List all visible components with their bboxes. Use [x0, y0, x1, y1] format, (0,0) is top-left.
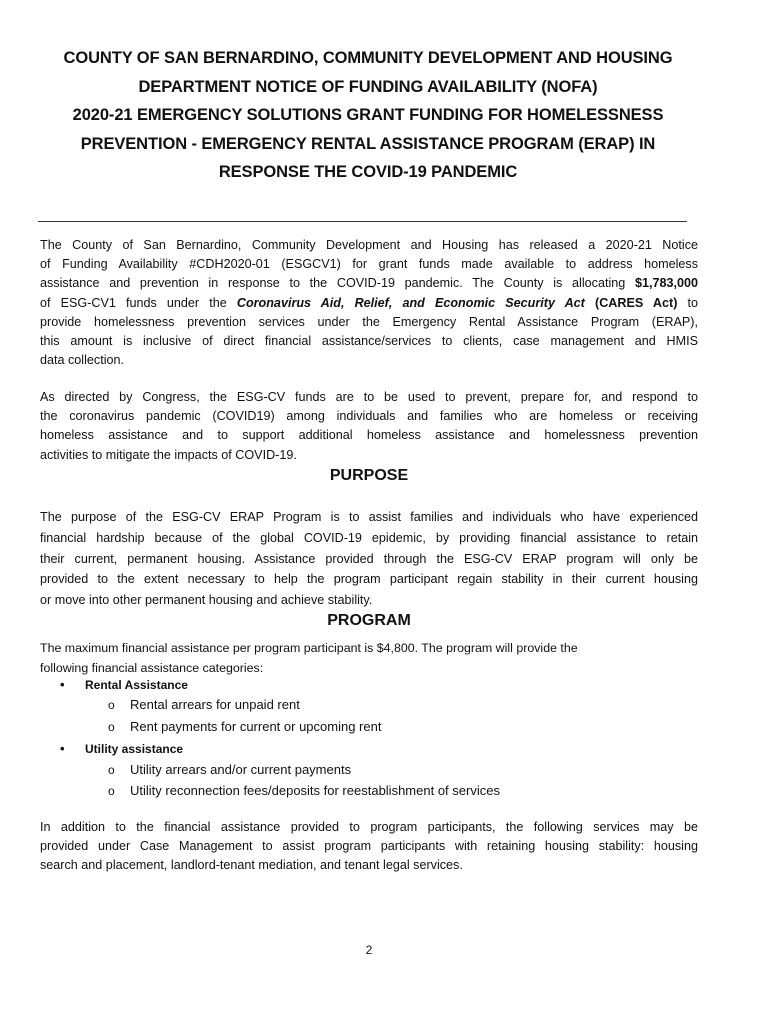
purpose-line: financial hardship because of the global COVID-19 epidemic, by providing financial assistance to retain	[40, 530, 698, 545]
purpose-heading: PURPOSE	[329, 467, 409, 484]
category-item	[108, 762, 351, 777]
purpose-line: or move into other permanent housing and achieve stability.	[40, 593, 373, 608]
congress-line: As directed by Congress, the ESG-CV funds are to be used to prevent, prepare for, and respond to	[40, 390, 698, 404]
sub-bullet-icon: o	[108, 698, 115, 712]
closing-line: search and placement, landlord-tenant mediation, and tenant legal services.	[40, 858, 463, 873]
intro-paragraph	[40, 236, 698, 370]
page-number: 2	[365, 943, 373, 957]
congress-line: the coronavirus pandemic (COVID19) among individuals and families who are homeless or receiving	[40, 409, 698, 424]
program-heading: PROGRAM	[327, 612, 411, 629]
category-item-text: Utility arrears and/or current payments	[130, 762, 352, 777]
intro-line-end: to	[687, 295, 699, 310]
program-line: The maximum financial assistance per program participant is $4,800. The program will provide the	[40, 641, 578, 655]
act-abbreviation: (CARES Act)	[595, 295, 678, 310]
sub-bullet-icon: o	[108, 784, 115, 798]
closing-paragraph	[40, 818, 698, 876]
intro-line: this amount is inclusive of direct financial assistance/services to clients, case management and HMIS	[40, 334, 698, 349]
category-label: Rental Assistance	[85, 678, 188, 692]
intro-line	[40, 294, 698, 313]
program-line: following financial assistance categories:	[40, 661, 264, 675]
act-name: Coronavirus Aid, Relief, and Economic Security Act	[236, 295, 585, 310]
intro-line-text: assistance and prevention in response to the COVID-19 pandemic. The County is allocating	[40, 276, 626, 291]
intro-line	[40, 274, 698, 293]
intro-line: of Funding Availability #CDH2020-01 (ESGCV1) for grant funds made available to address homeless	[40, 257, 698, 272]
bullet-icon: •	[60, 677, 65, 692]
category-label: Utility assistance	[85, 742, 184, 756]
intro-line: data collection.	[40, 353, 125, 368]
category-bullet	[60, 741, 183, 756]
congress-paragraph	[40, 388, 698, 465]
program-paragraph	[40, 638, 698, 678]
closing-line: In addition to the financial assistance provided to program participants, the following services may be	[40, 820, 698, 834]
category-item-text: Utility reconnection fees/deposits for reestablishment of services	[130, 783, 500, 798]
intro-line: provide homelessness prevention services under the Emergency Rental Assistance Program (ERAP),	[40, 314, 698, 329]
category-item	[108, 697, 300, 712]
bullet-icon: •	[60, 741, 65, 756]
purpose-paragraph	[40, 507, 698, 611]
sub-bullet-icon: o	[108, 720, 115, 734]
category-item	[108, 783, 500, 798]
category-bullet	[60, 677, 188, 692]
congress-line: homeless assistance and to support additional homeless assistance and homelessness prevention	[40, 428, 698, 443]
intro-line-text: of ESG-CV1 funds under the	[40, 295, 227, 310]
title-line: DEPARTMENT NOTICE OF FUNDING AVAILABILITY (NOFA)	[138, 77, 598, 96]
document-title	[30, 44, 706, 187]
category-item-text: Rent payments for current or upcoming rent	[130, 719, 382, 734]
closing-line: provided under Case Management to assist program participants with retaining housing stability: housing	[40, 839, 698, 854]
title-line: COUNTY OF SAN BERNARDINO, COMMUNITY DEVELOPMENT AND HOUSING	[63, 49, 673, 67]
title-line: 2020-21 EMERGENCY SOLUTIONS GRANT FUNDING FOR HOMELESSNESS	[72, 106, 664, 124]
congress-line: activities to mitigate the impacts of COVID-19.	[40, 447, 297, 462]
category-item	[108, 719, 381, 734]
sub-bullet-icon: o	[108, 763, 115, 777]
purpose-line: their current, permanent housing. Assistance provided through the ESG-CV ERAP program will only be	[40, 551, 698, 566]
purpose-line: The purpose of the ESG-CV ERAP Program is to assist families and individuals who have experienced	[40, 510, 698, 524]
allocation-amount: $1,783,000	[634, 276, 699, 291]
title-line: PREVENTION - EMERGENCY RENTAL ASSISTANCE PROGRAM (ERAP) IN	[80, 134, 656, 153]
purpose-line: provided to the extent necessary to help the program participant regain stability in their current housing	[40, 572, 698, 587]
intro-line: The County of San Bernardino, Community Development and Housing has released a 2020-21 Notice	[40, 238, 698, 252]
category-item-text: Rental arrears for unpaid rent	[130, 697, 300, 712]
title-divider	[38, 221, 687, 222]
title-line: RESPONSE THE COVID-19 PANDEMIC	[218, 163, 518, 181]
